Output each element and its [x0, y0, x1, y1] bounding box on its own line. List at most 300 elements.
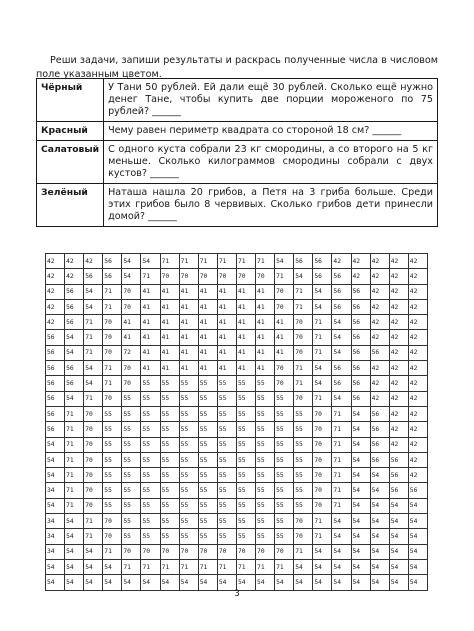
grid-cell[interactable]: 71 [160, 559, 179, 574]
grid-cell[interactable]: 54 [332, 559, 351, 574]
grid-cell[interactable]: 70 [275, 361, 294, 376]
grid-cell[interactable]: 54 [351, 483, 370, 498]
grid-cell[interactable]: 54 [198, 575, 217, 590]
grid-cell[interactable]: 42 [408, 452, 427, 467]
grid-cell[interactable]: 71 [236, 559, 255, 574]
grid-cell[interactable]: 41 [198, 284, 217, 299]
grid-cell[interactable]: 42 [46, 315, 65, 330]
grid-cell[interactable]: 54 [351, 468, 370, 483]
grid-cell[interactable]: 54 [84, 361, 103, 376]
grid-cell[interactable]: 55 [236, 468, 255, 483]
grid-cell[interactable]: 54 [408, 529, 427, 544]
grid-cell[interactable]: 55 [217, 514, 236, 529]
grid-cell[interactable]: 71 [179, 559, 198, 574]
grid-cell[interactable]: 70 [313, 498, 332, 513]
grid-cell[interactable]: 71 [236, 254, 255, 269]
grid-cell[interactable]: 70 [84, 468, 103, 483]
grid-cell[interactable]: 41 [141, 284, 160, 299]
grid-cell[interactable]: 54 [370, 468, 389, 483]
grid-cell[interactable]: 54 [351, 437, 370, 452]
grid-cell[interactable]: 55 [179, 376, 198, 391]
grid-cell[interactable]: 54 [351, 406, 370, 421]
grid-cell[interactable]: 54 [122, 575, 141, 590]
grid-cell[interactable]: 55 [236, 483, 255, 498]
grid-cell[interactable]: 42 [389, 361, 408, 376]
grid-cell[interactable]: 71 [217, 559, 236, 574]
grid-cell[interactable]: 55 [179, 452, 198, 467]
grid-cell[interactable]: 55 [122, 514, 141, 529]
grid-cell[interactable]: 71 [103, 284, 122, 299]
grid-cell[interactable]: 70 [179, 544, 198, 559]
grid-cell[interactable]: 34 [46, 514, 65, 529]
grid-cell[interactable]: 42 [389, 422, 408, 437]
grid-cell[interactable]: 56 [389, 452, 408, 467]
grid-cell[interactable]: 56 [351, 315, 370, 330]
grid-cell[interactable]: 56 [351, 345, 370, 360]
grid-cell[interactable]: 56 [46, 330, 65, 345]
grid-cell[interactable]: 55 [160, 483, 179, 498]
grid-cell[interactable]: 41 [236, 330, 255, 345]
grid-cell[interactable]: 54 [46, 575, 65, 590]
grid-cell[interactable]: 55 [141, 437, 160, 452]
grid-cell[interactable]: 42 [370, 330, 389, 345]
grid-cell[interactable]: 41 [179, 284, 198, 299]
grid-cell[interactable]: 42 [370, 299, 389, 314]
grid-cell[interactable]: 55 [179, 468, 198, 483]
grid-cell[interactable]: 42 [389, 391, 408, 406]
grid-cell[interactable]: 54 [84, 575, 103, 590]
grid-cell[interactable]: 55 [256, 529, 275, 544]
grid-cell[interactable]: 41 [160, 361, 179, 376]
grid-cell[interactable]: 42 [389, 254, 408, 269]
grid-cell[interactable]: 71 [122, 559, 141, 574]
grid-cell[interactable]: 41 [275, 330, 294, 345]
grid-cell[interactable]: 70 [256, 269, 275, 284]
grid-cell[interactable]: 55 [122, 468, 141, 483]
grid-cell[interactable]: 71 [332, 422, 351, 437]
grid-cell[interactable]: 54 [65, 330, 84, 345]
grid-cell[interactable]: 56 [46, 391, 65, 406]
grid-cell[interactable]: 54 [408, 559, 427, 574]
grid-cell[interactable]: 55 [122, 498, 141, 513]
grid-cell[interactable]: 70 [275, 299, 294, 314]
grid-cell[interactable]: 55 [275, 514, 294, 529]
grid-cell[interactable]: 41 [256, 345, 275, 360]
grid-cell[interactable]: 56 [370, 406, 389, 421]
grid-cell[interactable]: 54 [122, 254, 141, 269]
grid-cell[interactable]: 41 [198, 361, 217, 376]
grid-cell[interactable]: 71 [65, 468, 84, 483]
grid-cell[interactable]: 55 [141, 422, 160, 437]
grid-cell[interactable]: 54 [217, 575, 236, 590]
grid-cell[interactable]: 34 [46, 483, 65, 498]
grid-cell[interactable]: 55 [217, 376, 236, 391]
grid-cell[interactable]: 56 [389, 468, 408, 483]
grid-cell[interactable]: 55 [256, 422, 275, 437]
grid-cell[interactable]: 42 [370, 284, 389, 299]
grid-cell[interactable]: 56 [408, 483, 427, 498]
grid-cell[interactable]: 42 [46, 299, 65, 314]
grid-cell[interactable]: 71 [313, 330, 332, 345]
grid-cell[interactable]: 70 [313, 406, 332, 421]
grid-cell[interactable]: 42 [408, 284, 427, 299]
grid-cell[interactable]: 54 [294, 269, 313, 284]
grid-cell[interactable]: 55 [198, 468, 217, 483]
grid-cell[interactable]: 55 [217, 468, 236, 483]
grid-cell[interactable]: 56 [351, 284, 370, 299]
grid-cell[interactable]: 56 [46, 345, 65, 360]
grid-cell[interactable]: 55 [160, 529, 179, 544]
grid-cell[interactable]: 55 [294, 422, 313, 437]
grid-cell[interactable]: 55 [103, 437, 122, 452]
grid-cell[interactable]: 54 [84, 299, 103, 314]
grid-cell[interactable]: 55 [160, 437, 179, 452]
grid-cell[interactable]: 71 [103, 361, 122, 376]
grid-cell[interactable]: 42 [46, 254, 65, 269]
grid-cell[interactable]: 41 [160, 299, 179, 314]
grid-cell[interactable]: 42 [389, 345, 408, 360]
grid-cell[interactable]: 70 [122, 376, 141, 391]
grid-cell[interactable]: 55 [217, 498, 236, 513]
grid-cell[interactable]: 70 [313, 422, 332, 437]
grid-cell[interactable]: 71 [332, 437, 351, 452]
grid-cell[interactable]: 42 [370, 254, 389, 269]
grid-cell[interactable]: 55 [275, 498, 294, 513]
grid-cell[interactable]: 55 [141, 483, 160, 498]
grid-cell[interactable]: 70 [84, 498, 103, 513]
grid-cell[interactable]: 54 [389, 529, 408, 544]
grid-cell[interactable]: 54 [389, 544, 408, 559]
grid-cell[interactable]: 70 [141, 544, 160, 559]
grid-cell[interactable]: 70 [103, 330, 122, 345]
grid-cell[interactable]: 41 [217, 284, 236, 299]
grid-cell[interactable]: 54 [370, 575, 389, 590]
grid-cell[interactable]: 42 [370, 269, 389, 284]
grid-cell[interactable]: 71 [103, 299, 122, 314]
grid-cell[interactable]: 55 [141, 498, 160, 513]
grid-cell[interactable]: 70 [84, 422, 103, 437]
grid-cell[interactable]: 70 [294, 514, 313, 529]
grid-cell[interactable]: 55 [179, 514, 198, 529]
grid-cell[interactable]: 55 [294, 437, 313, 452]
grid-cell[interactable]: 54 [160, 575, 179, 590]
grid-cell[interactable]: 54 [46, 559, 65, 574]
grid-cell[interactable]: 54 [332, 345, 351, 360]
grid-cell[interactable]: 54 [351, 559, 370, 574]
grid-cell[interactable]: 54 [351, 544, 370, 559]
grid-cell[interactable]: 70 [294, 529, 313, 544]
grid-cell[interactable]: 55 [275, 452, 294, 467]
grid-cell[interactable]: 55 [122, 452, 141, 467]
grid-cell[interactable]: 55 [236, 406, 255, 421]
grid-cell[interactable]: 55 [294, 406, 313, 421]
grid-cell[interactable]: 34 [46, 529, 65, 544]
grid-cell[interactable]: 54 [313, 376, 332, 391]
grid-cell[interactable]: 54 [46, 452, 65, 467]
grid-cell[interactable]: 71 [256, 559, 275, 574]
grid-cell[interactable]: 55 [179, 437, 198, 452]
grid-cell[interactable]: 56 [332, 376, 351, 391]
grid-cell[interactable]: 54 [65, 529, 84, 544]
grid-cell[interactable]: 56 [103, 254, 122, 269]
grid-cell[interactable]: 42 [65, 254, 84, 269]
grid-cell[interactable]: 56 [370, 437, 389, 452]
grid-cell[interactable]: 54 [46, 498, 65, 513]
grid-cell[interactable]: 71 [65, 498, 84, 513]
grid-cell[interactable]: 71 [198, 254, 217, 269]
grid-cell[interactable]: 71 [160, 254, 179, 269]
grid-cell[interactable]: 41 [256, 284, 275, 299]
grid-cell[interactable]: 42 [408, 361, 427, 376]
grid-cell[interactable]: 71 [294, 299, 313, 314]
grid-cell[interactable]: 71 [141, 269, 160, 284]
grid-cell[interactable]: 70 [103, 529, 122, 544]
grid-cell[interactable]: 41 [160, 330, 179, 345]
grid-cell[interactable]: 41 [236, 299, 255, 314]
grid-cell[interactable]: 54 [370, 559, 389, 574]
grid-cell[interactable]: 54 [408, 575, 427, 590]
grid-cell[interactable]: 55 [198, 376, 217, 391]
grid-cell[interactable]: 55 [217, 391, 236, 406]
grid-cell[interactable]: 56 [351, 330, 370, 345]
grid-cell[interactable]: 42 [408, 422, 427, 437]
grid-cell[interactable]: 55 [275, 529, 294, 544]
grid-cell[interactable]: 71 [103, 544, 122, 559]
grid-cell[interactable]: 42 [408, 299, 427, 314]
grid-cell[interactable]: 42 [408, 254, 427, 269]
grid-cell[interactable]: 54 [256, 575, 275, 590]
grid-cell[interactable]: 56 [46, 376, 65, 391]
grid-cell[interactable]: 71 [332, 468, 351, 483]
grid-cell[interactable]: 71 [84, 514, 103, 529]
grid-cell[interactable]: 71 [294, 284, 313, 299]
grid-cell[interactable]: 71 [256, 254, 275, 269]
grid-cell[interactable]: 54 [84, 376, 103, 391]
grid-cell[interactable]: 41 [217, 345, 236, 360]
grid-cell[interactable]: 55 [122, 437, 141, 452]
grid-cell[interactable]: 55 [236, 422, 255, 437]
grid-cell[interactable]: 55 [236, 452, 255, 467]
grid-cell[interactable]: 55 [275, 422, 294, 437]
grid-cell[interactable]: 54 [351, 575, 370, 590]
grid-cell[interactable]: 56 [370, 422, 389, 437]
grid-cell[interactable]: 70 [179, 269, 198, 284]
grid-cell[interactable]: 42 [408, 345, 427, 360]
grid-cell[interactable]: 54 [332, 391, 351, 406]
grid-cell[interactable]: 70 [84, 483, 103, 498]
grid-cell[interactable]: 55 [141, 391, 160, 406]
grid-cell[interactable]: 41 [217, 315, 236, 330]
grid-cell[interactable]: 55 [103, 468, 122, 483]
grid-cell[interactable]: 54 [370, 544, 389, 559]
grid-cell[interactable]: 54 [236, 575, 255, 590]
grid-cell[interactable]: 41 [179, 361, 198, 376]
grid-cell[interactable]: 54 [313, 544, 332, 559]
grid-cell[interactable]: 56 [351, 299, 370, 314]
grid-cell[interactable]: 41 [179, 330, 198, 345]
grid-cell[interactable]: 55 [236, 391, 255, 406]
grid-cell[interactable]: 55 [256, 468, 275, 483]
grid-cell[interactable]: 55 [141, 406, 160, 421]
grid-cell[interactable]: 55 [217, 483, 236, 498]
grid-cell[interactable]: 70 [275, 284, 294, 299]
grid-cell[interactable]: 54 [65, 544, 84, 559]
grid-cell[interactable]: 55 [160, 452, 179, 467]
grid-cell[interactable]: 55 [294, 468, 313, 483]
grid-cell[interactable]: 54 [370, 498, 389, 513]
grid-cell[interactable]: 55 [217, 406, 236, 421]
grid-cell[interactable]: 54 [408, 514, 427, 529]
grid-cell[interactable]: 55 [198, 498, 217, 513]
grid-cell[interactable]: 70 [313, 452, 332, 467]
grid-cell[interactable]: 54 [275, 254, 294, 269]
grid-cell[interactable]: 41 [256, 361, 275, 376]
grid-cell[interactable]: 71 [275, 559, 294, 574]
grid-cell[interactable]: 56 [313, 269, 332, 284]
grid-cell[interactable]: 41 [275, 315, 294, 330]
grid-cell[interactable]: 71 [294, 361, 313, 376]
grid-cell[interactable]: 41 [160, 284, 179, 299]
grid-cell[interactable]: 71 [141, 559, 160, 574]
grid-cell[interactable]: 55 [122, 422, 141, 437]
grid-cell[interactable]: 55 [160, 514, 179, 529]
grid-cell[interactable]: 54 [389, 498, 408, 513]
grid-cell[interactable]: 54 [141, 575, 160, 590]
grid-cell[interactable]: 42 [370, 391, 389, 406]
grid-cell[interactable]: 55 [256, 406, 275, 421]
grid-cell[interactable]: 42 [46, 284, 65, 299]
grid-cell[interactable]: 71 [332, 498, 351, 513]
grid-cell[interactable]: 70 [217, 544, 236, 559]
grid-cell[interactable]: 41 [141, 345, 160, 360]
grid-cell[interactable]: 54 [313, 299, 332, 314]
grid-cell[interactable]: 71 [84, 345, 103, 360]
grid-cell[interactable]: 54 [65, 514, 84, 529]
grid-cell[interactable]: 71 [332, 452, 351, 467]
grid-cell[interactable]: 55 [236, 498, 255, 513]
grid-cell[interactable]: 55 [198, 514, 217, 529]
grid-cell[interactable]: 55 [256, 498, 275, 513]
grid-cell[interactable]: 70 [236, 269, 255, 284]
grid-cell[interactable]: 71 [313, 391, 332, 406]
grid-cell[interactable]: 55 [198, 483, 217, 498]
grid-cell[interactable]: 41 [275, 345, 294, 360]
grid-cell[interactable]: 56 [332, 284, 351, 299]
grid-cell[interactable]: 42 [370, 376, 389, 391]
grid-cell[interactable]: 71 [313, 315, 332, 330]
grid-cell[interactable]: 41 [198, 345, 217, 360]
grid-cell[interactable]: 56 [65, 315, 84, 330]
grid-cell[interactable]: 41 [160, 345, 179, 360]
grid-cell[interactable]: 55 [198, 391, 217, 406]
grid-cell[interactable]: 56 [332, 269, 351, 284]
grid-cell[interactable]: 70 [294, 315, 313, 330]
grid-cell[interactable]: 70 [256, 544, 275, 559]
grid-cell[interactable]: 55 [141, 514, 160, 529]
grid-cell[interactable]: 71 [179, 254, 198, 269]
grid-cell[interactable]: 70 [122, 361, 141, 376]
grid-cell[interactable]: 56 [351, 391, 370, 406]
grid-cell[interactable]: 71 [84, 391, 103, 406]
grid-cell[interactable]: 56 [103, 269, 122, 284]
grid-cell[interactable]: 71 [294, 376, 313, 391]
grid-cell[interactable]: 42 [389, 406, 408, 421]
grid-cell[interactable]: 54 [332, 514, 351, 529]
grid-cell[interactable]: 55 [275, 406, 294, 421]
grid-cell[interactable]: 55 [236, 529, 255, 544]
grid-cell[interactable]: 54 [389, 514, 408, 529]
grid-cell[interactable]: 42 [332, 254, 351, 269]
grid-cell[interactable]: 54 [313, 361, 332, 376]
grid-cell[interactable]: 54 [332, 575, 351, 590]
grid-cell[interactable]: 55 [122, 391, 141, 406]
grid-cell[interactable]: 56 [351, 376, 370, 391]
grid-cell[interactable]: 71 [103, 376, 122, 391]
grid-cell[interactable]: 41 [256, 299, 275, 314]
grid-cell[interactable]: 54 [370, 483, 389, 498]
grid-cell[interactable]: 55 [122, 483, 141, 498]
grid-cell[interactable]: 41 [179, 345, 198, 360]
grid-cell[interactable]: 71 [84, 529, 103, 544]
grid-cell[interactable]: 54 [294, 559, 313, 574]
grid-cell[interactable]: 55 [103, 452, 122, 467]
grid-cell[interactable]: 54 [65, 575, 84, 590]
grid-cell[interactable]: 71 [294, 544, 313, 559]
grid-cell[interactable]: 54 [179, 575, 198, 590]
grid-cell[interactable]: 70 [294, 330, 313, 345]
grid-cell[interactable]: 70 [313, 468, 332, 483]
grid-cell[interactable]: 55 [256, 437, 275, 452]
grid-cell[interactable]: 42 [408, 315, 427, 330]
grid-cell[interactable]: 56 [46, 361, 65, 376]
grid-cell[interactable]: 54 [332, 315, 351, 330]
grid-cell[interactable]: 55 [160, 391, 179, 406]
grid-cell[interactable]: 55 [294, 452, 313, 467]
grid-cell[interactable]: 56 [65, 376, 84, 391]
grid-cell[interactable]: 55 [236, 437, 255, 452]
grid-cell[interactable]: 41 [217, 361, 236, 376]
grid-cell[interactable]: 71 [65, 452, 84, 467]
grid-cell[interactable]: 70 [294, 345, 313, 360]
grid-cell[interactable]: 70 [313, 437, 332, 452]
grid-cell[interactable]: 55 [275, 437, 294, 452]
grid-cell[interactable]: 70 [122, 284, 141, 299]
grid-cell[interactable]: 42 [408, 406, 427, 421]
grid-cell[interactable]: 55 [217, 529, 236, 544]
grid-cell[interactable]: 55 [160, 406, 179, 421]
grid-cell[interactable]: 56 [46, 422, 65, 437]
grid-cell[interactable]: 70 [275, 544, 294, 559]
grid-cell[interactable]: 54 [65, 345, 84, 360]
grid-cell[interactable]: 54 [65, 559, 84, 574]
grid-cell[interactable]: 55 [179, 422, 198, 437]
grid-cell[interactable]: 55 [103, 483, 122, 498]
grid-cell[interactable]: 41 [160, 315, 179, 330]
grid-cell[interactable]: 41 [198, 299, 217, 314]
grid-cell[interactable]: 55 [122, 529, 141, 544]
grid-cell[interactable]: 70 [122, 299, 141, 314]
grid-cell[interactable]: 54 [351, 422, 370, 437]
grid-cell[interactable]: 55 [198, 452, 217, 467]
grid-cell[interactable]: 55 [160, 376, 179, 391]
grid-cell[interactable]: 55 [103, 422, 122, 437]
grid-cell[interactable]: 56 [84, 269, 103, 284]
grid-cell[interactable]: 42 [370, 315, 389, 330]
grid-cell[interactable]: 54 [351, 452, 370, 467]
grid-cell[interactable]: 56 [294, 254, 313, 269]
grid-cell[interactable]: 70 [198, 269, 217, 284]
grid-cell[interactable]: 54 [389, 575, 408, 590]
